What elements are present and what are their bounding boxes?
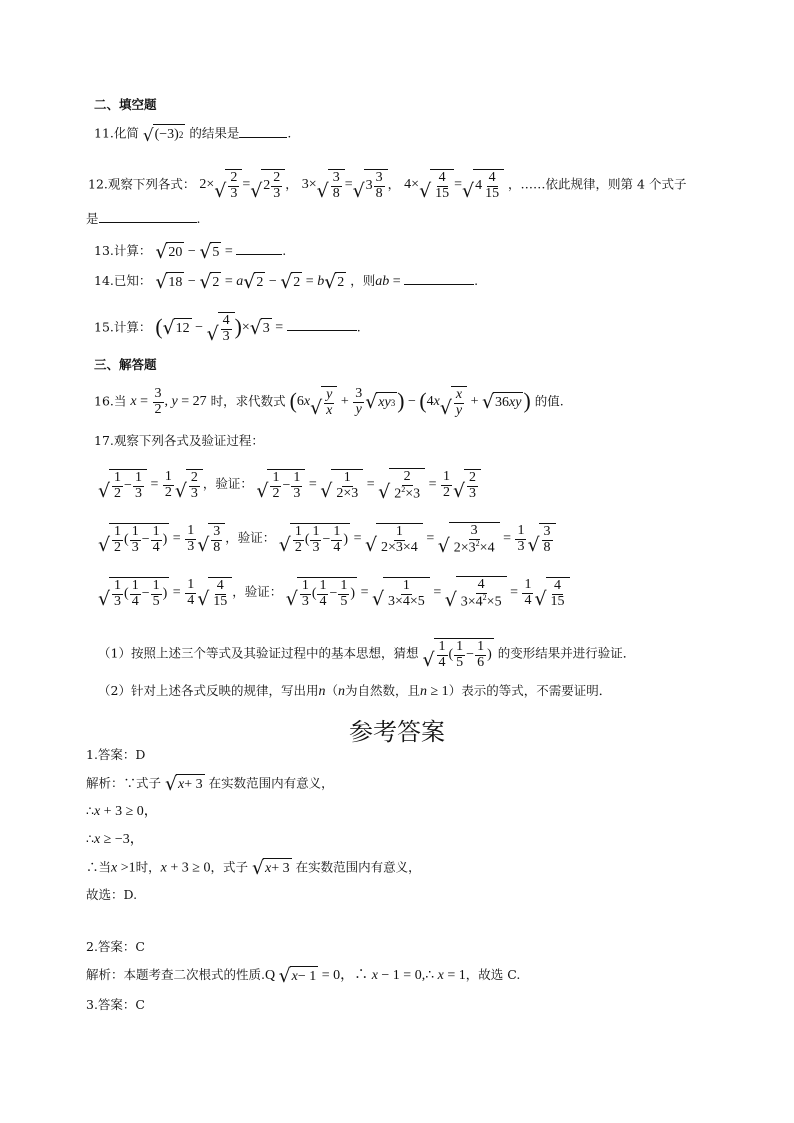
q17-part1-suffix: 的变形结果并进行验证． <box>497 645 636 661</box>
a1-l2-therefore: ∴ <box>86 803 94 818</box>
a1-l4-prefix: ∴当 <box>86 859 112 875</box>
q13-expr: √ 20 − √ 5 = <box>155 241 237 264</box>
question-16 <box>94 386 564 418</box>
q13-prefix: 13.计算： <box>94 243 152 259</box>
q11-prefix: 11.化简 <box>94 125 139 141</box>
q16-mid: 时，求代数式 <box>210 393 286 409</box>
answer-3-label: 3.答案：C <box>86 997 145 1012</box>
q16-condition: x = $\frac{3}{2}$ , y = 27 <box>130 386 207 417</box>
q17-row-2: √ $\frac{1}{2}$ ( $\frac{1}{3}$ − $\frac{1}{4}$ ) = $\frac{1}{3}$ √ $\frac{3}{8}$ ，验证： √ $\frac{1}{2}$ ( $\frac{1}{3}$ − $\frac{1}{4}$ ) = √ $\frac{1}{2\times 3\times 4}$ = √ $\frac{3}{2\times 3^2\times 4}$ = $\frac{1}{3}$ √ $\frac{3}{8}$ <box>98 522 556 556</box>
section-heading-solve: 三、解答题 <box>94 357 157 372</box>
q17-part1-expr: √ $\frac{1}{4}$ ( $\frac{1}{5}$ − $\frac{1}{6}$ ) <box>422 639 492 672</box>
q12-end: . <box>196 211 201 226</box>
q12-expr-3: 4× √ $\frac{4}{15}$ = √ 4 $\frac{4}{15}$ <box>404 177 504 192</box>
q11-radical: √ (−3) 2 <box>142 125 184 146</box>
q14-prefix: 14.已知： <box>94 273 152 289</box>
answer-2-label: 2.答案：C <box>86 939 145 954</box>
q15-answer-blank[interactable] <box>287 318 357 331</box>
q17-verify-1: ，验证： <box>202 476 253 492</box>
q12-expr-1: 2× √ $\frac{2}{3}$ = √ 2 $\frac{2}{3}$ <box>199 177 285 192</box>
q17-row-1: √ $\frac{1}{2}$ − $\frac{1}{3}$ = $\frac{1}{2}$ √ $\frac{2}{3}$ ，验证： √ $\frac{1}{2}$ − $\frac{1}{3}$ = √ $\frac{1}{2\times 3}$ = √ $\frac{2}{2^2\times 3}$ = $\frac{1}{2}$ √ $\frac{2}{3}$ <box>98 468 481 502</box>
answer-1-line-2: ∴x + 3 ≥ 0， <box>86 803 158 819</box>
a1-l1-radical: √ x + 3 <box>165 773 203 796</box>
answer-1-label: 1.答案：D <box>86 747 146 762</box>
q14-mid: ，则 <box>350 273 376 289</box>
question-15 <box>94 312 361 344</box>
question-17-title: 17.观察下列各式及验证过程： <box>94 433 264 448</box>
a1-l1-prefix: 解析：∵式子 <box>86 775 162 791</box>
q11-answer-blank[interactable] <box>239 125 287 138</box>
q13-end: . <box>282 243 287 259</box>
q17-part2-suffix: ）表示的等式，不需要证明． <box>448 683 612 698</box>
a1-l4-mid: 时， <box>135 859 161 875</box>
answer-1-line-1 <box>86 774 334 794</box>
a1-l4-suffix: 在实数范围内有意义， <box>295 859 421 875</box>
question-13 <box>94 242 286 262</box>
q12-prefix: 12.观察下列各式： <box>88 176 196 192</box>
q17-part2-paren: （ <box>325 683 338 698</box>
q15-prefix: 15.计算： <box>94 319 152 335</box>
q16-suffix: 的值. <box>534 393 564 409</box>
answer-1-line-3: ∴x ≥ −3， <box>86 831 144 847</box>
a1-l4-mid2: ，式子 <box>210 859 248 875</box>
q17-part-1 <box>98 638 635 670</box>
q14-end: . <box>474 273 479 289</box>
q17-part-2: （2）针对上述各式反映的规律，写出用n（n为自然数，且n ≥ 1）表示的等式，不需要证明． <box>98 683 612 699</box>
q17-verify-2: ，验证： <box>225 530 276 546</box>
a1-l1-suffix: 在实数范围内有意义， <box>208 775 334 791</box>
q14-expr: √ 18 − √ 2 = a √ 2 − √ 2 = b √ 2 <box>155 271 345 294</box>
q11-end: . <box>287 125 292 141</box>
section-heading-fill-in: 二、填空题 <box>94 97 157 112</box>
answer-1-line-4: ∴当x >1时，x + 3 ≥ 0，式子 √ x + 3 在实数范围内有意义， <box>86 857 421 880</box>
q15-end: . <box>356 319 361 335</box>
question-11 <box>94 124 291 144</box>
q12-suffix: ，……依此规律，则第 4 个式子 <box>508 176 687 192</box>
q17-row-3: √ $\frac{1}{3}$ ( $\frac{1}{4}$ − $\frac{1}{5}$ ) = $\frac{1}{4}$ √ $\frac{4}{15}$ ，验证： √ $\frac{1}{3}$ ( $\frac{1}{4}$ − $\frac{1}{5}$ ) = √ $\frac{1}{3\times 4\times 5}$ = √ $\frac{4}{3\times 4^2\times 5}$ = $\frac{1}{4}$ √ $\frac{4}{15}$ <box>98 576 570 610</box>
question-14: 14.已知： √ 18 − √ 2 = a √ 2 − √ 2 = b √ 2 ，则ab = . <box>94 271 479 294</box>
q15-expr: ( √ 12 − √ $\frac{4}{3}$ )× √ 3 = <box>155 313 287 346</box>
q12-expr-2: 3× √ $\frac{3}{8}$ = √ 3 $\frac{3}{8}$ <box>302 177 388 192</box>
q17-part1-prefix: （1）按照上述三个等式及其验证过程中的基本思想，猜想 <box>98 645 419 661</box>
question-12: 12.观察下列各式： 2× √ $\frac{2}{3}$ = √ 2 $\frac{2}{3}$ ， 3× √ $\frac{3}{8}$ = √ 3 $\frac{3}{8}$ ， 4× √ $\frac{4}{15}$ = √ 4 $\frac{4}{15}$ ，……依此规律，则第 4 个式子 <box>88 170 687 203</box>
q11-suffix: 的结果是 <box>189 125 240 141</box>
answer-1-line-5: 故选：D. <box>86 887 138 902</box>
answer-2-line-1: 解析：本题考查二次根式的性质.Q √ x − 1 = 0，∴ x − 1 = 0,∴ x = 1，故选 C. <box>86 965 521 988</box>
q17-part2-prefix: （2）针对上述各式反映的规律，写出用 <box>98 683 319 698</box>
q14-answer-blank[interactable] <box>404 272 474 285</box>
q12-line2-prefix: 是 <box>86 211 99 226</box>
q14-ab: ab <box>375 274 390 290</box>
a1-l3-therefore: ∴ <box>86 831 94 846</box>
q16-expression: (6x √ $\frac{y}{x}$ + $\frac{3}{y}$ √ xy 3 ) − (4x √ $\frac{x}{y}$ + √ 36 xy ) <box>289 386 531 420</box>
q16-prefix: 16.当 <box>94 393 127 409</box>
q17-verify-3: ，验证： <box>232 584 283 600</box>
a2-l1-prefix: 解析：本题考查二次根式的性质. <box>86 967 265 983</box>
answer-key-title: 参考答案 <box>349 718 445 746</box>
a2-l1-suffix: ，故选 C. <box>465 967 521 983</box>
question-12-line2 <box>86 210 201 228</box>
q12-answer-blank[interactable] <box>99 210 197 223</box>
q13-answer-blank[interactable] <box>236 242 282 255</box>
q17-part2-mid: 为自然数，且 <box>344 683 420 698</box>
